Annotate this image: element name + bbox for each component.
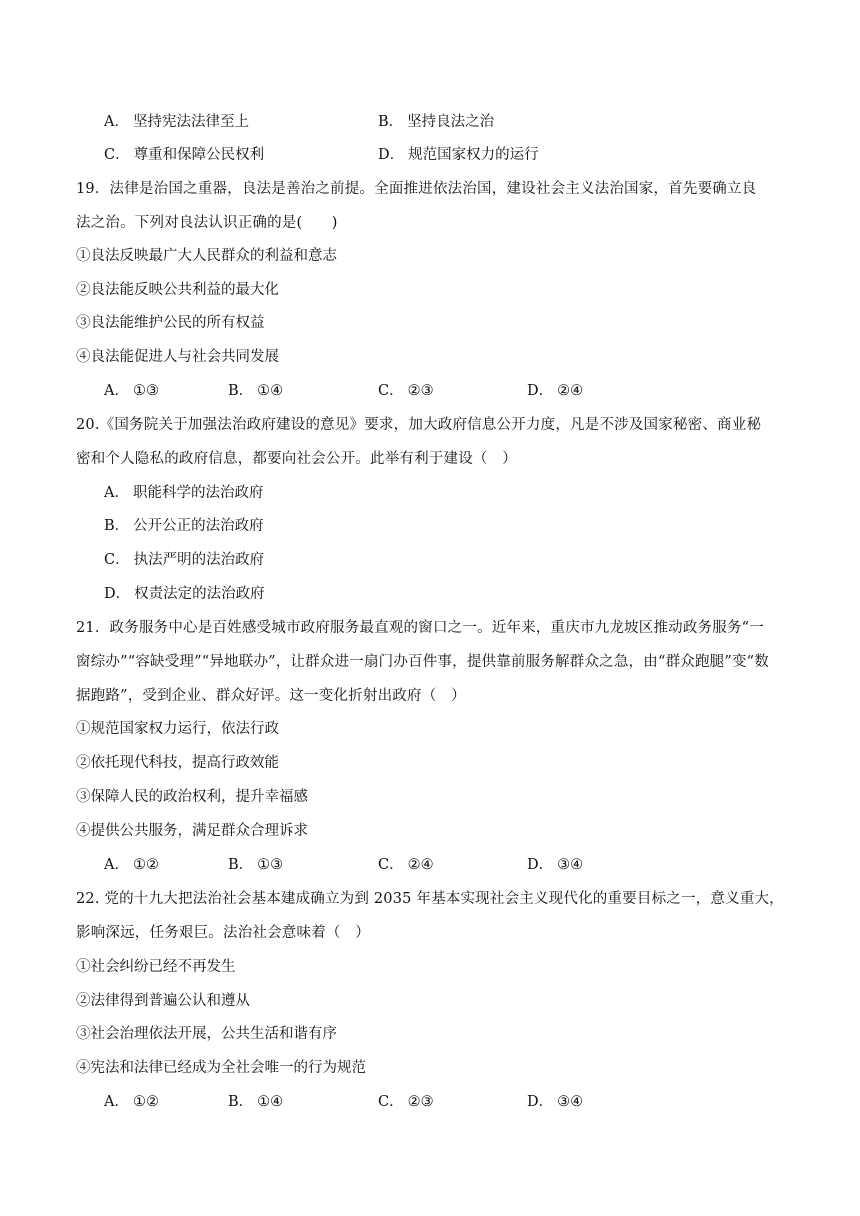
q19-option-b[interactable] <box>228 381 283 401</box>
option-letter: D． <box>104 586 131 602</box>
option-text: ①② <box>132 1094 159 1110</box>
q21-option-b[interactable] <box>228 855 283 875</box>
q19-stem-line-2: 法之治。下列对良法认识正确的是( ) <box>76 215 338 231</box>
option-letter: A． <box>104 114 129 130</box>
q22-option-b[interactable] <box>228 1092 283 1112</box>
option-letter: B． <box>228 1094 254 1110</box>
option-text: 规范国家权力的运行 <box>408 147 539 163</box>
q20-option-a[interactable] <box>104 483 263 503</box>
option-text: ①③ <box>132 383 159 399</box>
q22-option-d[interactable] <box>527 1092 583 1112</box>
option-text: ③④ <box>557 857 584 873</box>
option-text: 执法严明的法治政府 <box>133 552 265 568</box>
q21-option-c[interactable] <box>378 855 434 875</box>
q19-item-4: ④良法能促进人与社会共同发展 <box>76 349 279 365</box>
option-letter: D． <box>527 857 554 873</box>
q19-item-3: ③良法能维护公民的所有权益 <box>76 315 265 331</box>
q21-item-1: ①规范国家权力运行，依法行政 <box>76 721 279 737</box>
q19-option-c[interactable] <box>378 381 434 401</box>
option-text: ②④ <box>557 383 584 399</box>
option-letter: C． <box>104 147 130 163</box>
q22-stem-line-2: 影响深远，任务艰巨。法治社会意味着（ ） <box>76 925 370 941</box>
option-text: 权责法定的法治政府 <box>134 586 265 602</box>
option-letter: C． <box>378 1094 404 1110</box>
q20-stem-line-1: 20.《国务院关于加强法治政府建设的意见》要求，加大政府信息公开力度，凡是不涉及国家秘密、商业秘 <box>76 417 762 433</box>
option-letter: D． <box>527 383 554 399</box>
option-letter: C． <box>378 857 404 873</box>
option-text: ②④ <box>407 857 434 873</box>
q19-item-2: ②良法能反映公共利益的最大化 <box>76 282 279 298</box>
q22-item-2: ②法律得到普遍公认和遵从 <box>76 993 250 1009</box>
q20-option-c[interactable] <box>104 550 264 570</box>
option-letter: B． <box>228 383 254 399</box>
q22-option-c[interactable] <box>378 1092 434 1112</box>
option-letter: B． <box>378 114 404 130</box>
q21-item-2: ②依托现代科技，提高行政效能 <box>76 755 279 771</box>
option-letter: A． <box>104 383 129 399</box>
q22-item-4: ④宪法和法律已经成为全社会唯一的行为规范 <box>76 1060 366 1076</box>
option-text: ③④ <box>557 1094 584 1110</box>
q18-option-d[interactable] <box>378 145 539 165</box>
option-letter: A． <box>104 1094 129 1110</box>
option-text: ①② <box>132 857 159 873</box>
q21-item-3: ③保障人民的政治权利，提升幸福感 <box>76 789 308 805</box>
q21-item-4: ④提供公共服务，满足群众合理诉求 <box>76 823 308 839</box>
option-text: ②③ <box>407 1094 434 1110</box>
option-text: ①④ <box>257 383 284 399</box>
q21-option-a[interactable] <box>104 855 159 875</box>
q19-option-a[interactable] <box>104 381 159 401</box>
q21-stem-line-1: 21．政务服务中心是百姓感受城市政府服务最直观的窗口之一。近年来，重庆市九龙坡区推动政务服务“一 <box>76 620 764 636</box>
q22-item-1: ①社会纠纷已经不再发生 <box>76 959 236 975</box>
option-text: 坚持良法之治 <box>407 114 495 130</box>
q20-option-b[interactable] <box>104 516 264 536</box>
option-letter: D． <box>378 147 405 163</box>
q22-stem-line-1: 22. 党的十九大把法治社会基本建成确立为到 2035 年基本实现社会主义现代化的重要目标之一，意义重大， <box>76 891 784 907</box>
option-text: 职能科学的法治政府 <box>132 485 264 501</box>
option-letter: C． <box>378 383 404 399</box>
q19-option-d[interactable] <box>527 381 583 401</box>
q21-stem-line-2: 窗综办”“容缺受理”“异地联办”，让群众进一扇门办百件事，提供靠前服务解群众之急，由“群众跑腿”变“数 <box>76 654 769 670</box>
option-text: 公开公正的法治政府 <box>133 518 264 534</box>
q20-option-d[interactable] <box>104 584 265 604</box>
q18-option-c[interactable] <box>104 145 264 165</box>
option-letter: D． <box>527 1094 554 1110</box>
option-text: ①④ <box>257 1094 284 1110</box>
q20-stem-line-2: 密和个人隐私的政府信息，都要向社会公开。此举有利于建设（ ） <box>76 451 517 467</box>
q21-option-d[interactable] <box>527 855 583 875</box>
q19-item-1: ①良法反映最广大人民群众的利益和意志 <box>76 248 337 264</box>
option-letter: B． <box>228 857 254 873</box>
q18-option-a[interactable] <box>104 112 249 132</box>
option-text: ②③ <box>407 383 434 399</box>
q22-item-3: ③社会治理依法开展，公共生活和谐有序 <box>76 1026 337 1042</box>
option-letter: A． <box>104 485 129 501</box>
option-text: 尊重和保障公民权利 <box>133 147 265 163</box>
option-text: 坚持宪法法律至上 <box>132 114 249 130</box>
option-letter: C． <box>104 552 130 568</box>
option-text: ①③ <box>257 857 284 873</box>
q18-option-b[interactable] <box>378 112 494 132</box>
q22-option-a[interactable] <box>104 1092 159 1112</box>
q19-stem-line-1: 19．法律是治国之重器，良法是善治之前提。全面推进依法治国，建设社会主义法治国家，首先要确立良 <box>76 181 757 197</box>
option-letter: A． <box>104 857 129 873</box>
option-letter: B． <box>104 518 130 534</box>
q21-stem-line-3: 据跑路”，受到企业、群众好评。这一变化折射出政府（ ） <box>76 688 466 704</box>
